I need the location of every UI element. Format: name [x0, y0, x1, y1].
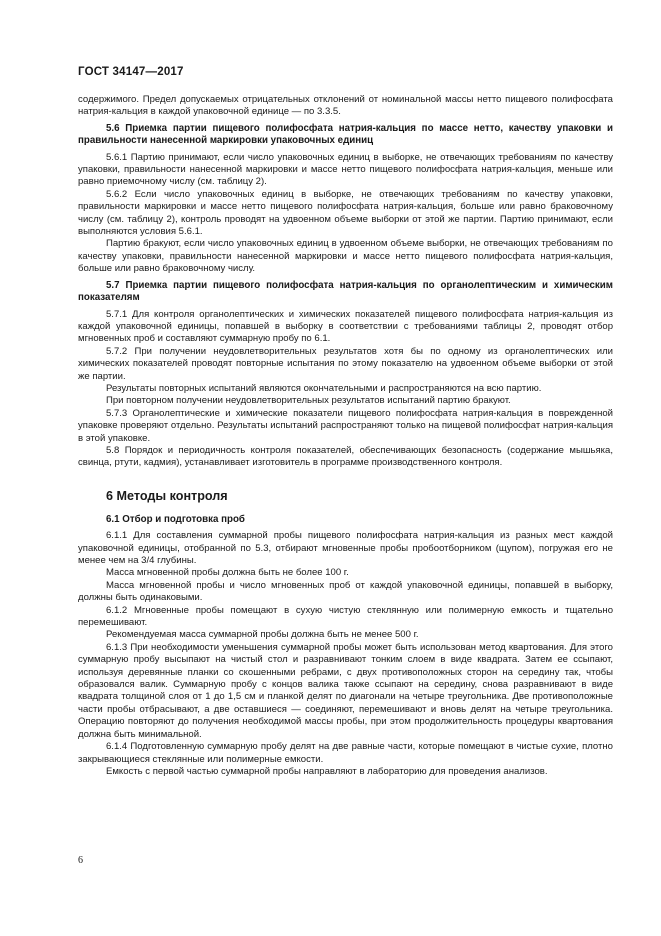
paragraph-5-7-2-final: Результаты повторных испытаний являются окончательными и распространяются на всю партию. [106, 382, 542, 394]
section-heading-5-7: 5.7 Приемка партии пищевого полифосфата натрия-кальция по органолептическим и химическим показателям [78, 279, 613, 304]
section-heading-5-6: 5.6 Приемка партии пищевого полифосфата натрия-кальция по массе нетто, качеству упаковки и правильности нанесенной маркировки упаковочных единиц [78, 122, 613, 147]
paragraph-6-1-2: 6.1.2 Мгновенные пробы помещают в сухую чистую стеклянную или полимерную емкость и тщательно перемешивают. [78, 604, 613, 629]
paragraph-5-6-1: 5.6.1 Партию принимают, если число упаковочных единиц в выборке, не отвечающих требованиям по качеству упаковки, правильности нанесенной маркировки и массе нетто пищевого полифосфата натрия-кальция, меньше или равно приемочному числу (см. таблицу 2). [78, 151, 613, 188]
document-body [78, 94, 613, 778]
paragraph-5-7-1: 5.7.1 Для контроля органолептических и химических показателей пищевого полифосфата натрия-кальция из каждой упаковочной единицы, попавшей в выборку в соответствии с требованиями таблицы 2, проводят отбор мгновенных проб и составляют суммарную пробу по 6.1. [78, 308, 613, 345]
paragraph-6-1-4: 6.1.4 Подготовленную суммарную пробу делят на две равные части, которые помещают в чистые сухие, плотно закрывающиеся стеклянные или полимерные емкости. [78, 741, 613, 765]
page-number: 6 [78, 855, 83, 866]
paragraph-5-7-3: 5.7.3 Органолептические и химические показатели пищевого полифосфата натрия-кальция в поврежденной упаковке проверяют отдельно. Результаты испытаний распространяют только на пищевой полифосфат натрия-кальция в этой упаковке. [78, 407, 613, 444]
paragraph-6-1-1-equal: Масса мгновенной пробы и число мгновенных проб от каждой упаковочной единицы, попавшей в выборку, должны быть одинаковыми. [78, 579, 613, 604]
standard-header: ГОСТ 34147—2017 [78, 66, 184, 78]
paragraph-6-1-4-lab: Емкость с первой частью суммарной пробы направляют в лабораторию для проведения анализов. [106, 765, 548, 777]
paragraph-6-1-3: 6.1.3 При необходимости уменьшения суммарной пробы может быть использован метод квартования. Для этого суммарную пробу высыпают на чистый стол и разравнивают тонким слоем в виде квадрата. Затем ее ссыпают, используя деревянные планки со скошенными ребрами, с двух противоположных сторон на середину так, чтобы образовался валик. Суммарную пробу с концов валика также ссыпают на середину, снова разравнивают в виде квадрата толщиной слоя от 1 до 1,5 см и планкой делят по диагонали на четыре треугольника. Две противоположные части пробы отбрасывают, а две оставшиеся — соединяют, перемешивают и вновь делят на четыре треугольника. Операцию повторяют до получения необходимой массы пробы, при этом продолжительность процедуры квартования должна быть минимальной. [78, 641, 613, 740]
paragraph-5-6-2-reject: Партию бракуют, если число упаковочных единиц в удвоенном объеме выборки, не отвечающих требованиям по качеству упаковки, правильности нанесенной маркировки и массе нетто пищевого полифосфата натрия-кальция, больше или равно браковочному числу. [78, 238, 613, 275]
paragraph-5-8: 5.8 Порядок и периодичность контроля показателей, обеспечивающих безопасность (содержание мышьяка, свинца, ртути, кадмия), устанавливает изготовитель в программе производственного контроля. [78, 444, 613, 469]
section-heading-6-1: 6.1 Отбор и подготовка проб [106, 513, 245, 525]
paragraph-5-7-2: 5.7.2 При получении неудовлетворительных результатов хотя бы по одному из органолептических или химических показателей проводят повторные испытания по этому показателю на удвоенном объеме выборки от этой же партии. [78, 345, 613, 382]
paragraph-5-7-2-reject: При повторном получении неудовлетворительных результатов испытаний партию бракуют. [106, 395, 511, 407]
paragraph-5-6-2: 5.6.2 Если число упаковочных единиц в выборке, не отвечающих требованиям по качеству упаковки, правильности маркировки и массе нетто пищевого полифосфата натрия-кальция, больше или равно браковочному числу (см. таблицу 2), контроль проводят на удвоенном объеме выборки от этой же партии. Партию принимают, если выполняются условия 5.6.1. [78, 188, 613, 238]
chapter-heading-6: 6 Методы контроля [106, 488, 228, 503]
paragraph-6-1-2-mass: Рекомендуемая масса суммарной пробы должна быть не менее 500 г. [106, 629, 419, 641]
paragraph-continuation: содержимого. Предел допускаемых отрицательных отклонений от номинальной массы нетто пищевого полифосфата натрия-кальция в каждой упаковочной единице — по 3.3.5. [78, 94, 613, 118]
paragraph-6-1-1-mass: Масса мгновенной пробы должна быть не более 100 г. [106, 567, 349, 579]
paragraph-6-1-1: 6.1.1 Для составления суммарной пробы пищевого полифосфата натрия-кальция из разных мест каждой упаковочной единицы, отобранной по 5.3, отбирают мгновенные пробы пробоотборником (щупом), погружая его не менее чем на 3/4 глубины. [78, 530, 613, 566]
